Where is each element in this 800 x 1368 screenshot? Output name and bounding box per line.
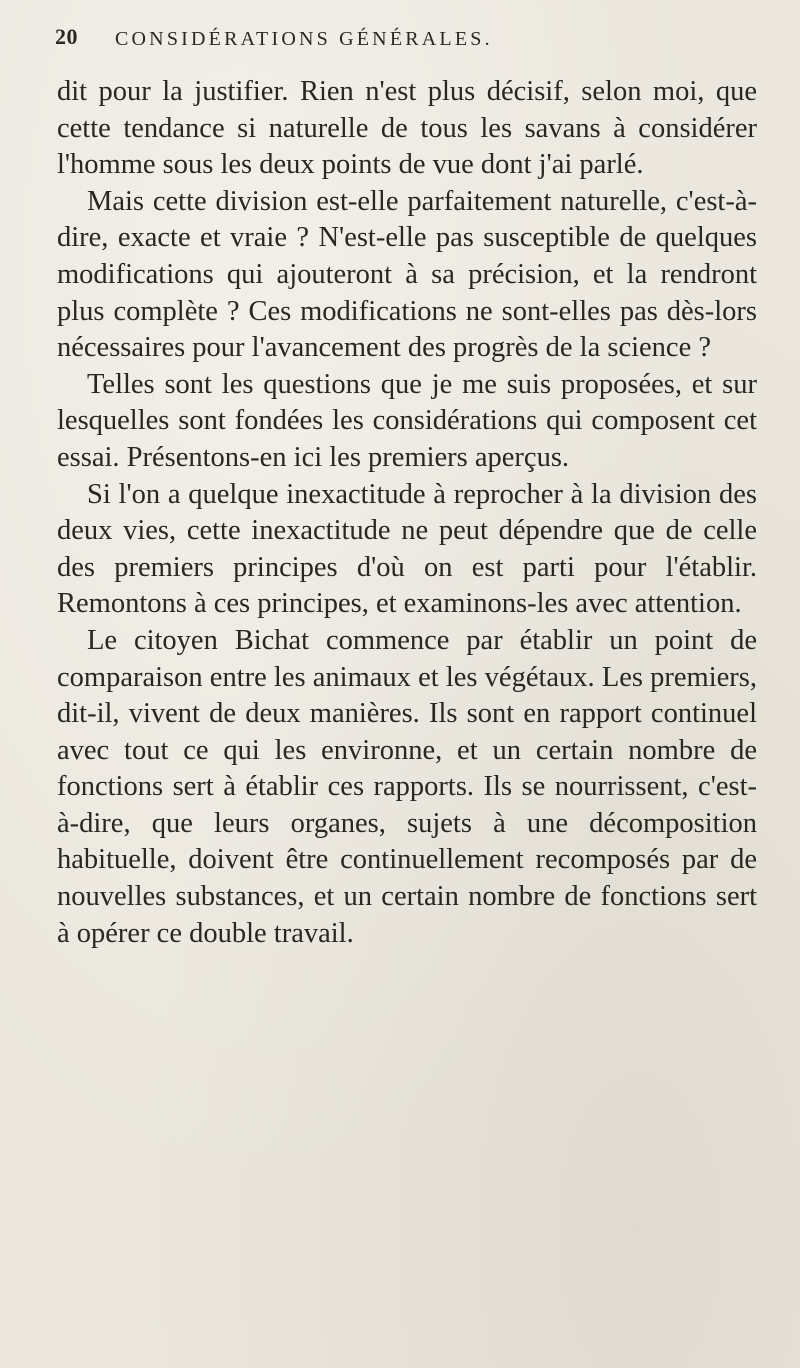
page-number: 20: [55, 24, 78, 49]
body-text: [57, 74, 757, 952]
page-header: [55, 22, 755, 56]
paragraph-inexactitude: Si l'on a quelque inexactitude à reprocher à la division des deux vies, cette inexactitude ne peut dépendre que de celle des premiers principes d'où on est parti pour l'établir. Remontons à ces principes, et examinons-les avec attention.: [57, 478, 757, 620]
paragraph-continued: dit pour la justifier. Rien n'est plus décisif, selon moi, que cette tendance si naturelle de tous les savans à considérer l'homme sous les deux points de vue dont j'ai parlé.: [57, 76, 757, 181]
paragraph-questions: Telles sont les questions que je me suis proposées, et sur lesquelles sont fondées les considérations qui composent cet essai. Présentons-en ici les premiers aperçus.: [57, 368, 757, 473]
paragraph-bichat: Le citoyen Bichat commence par établir un point de comparaison entre les animaux et les végétaux. Les premiers, dit-il, vivent de deux manières. Ils sont en rapport continuel avec tout ce qui les environne, et un certain nombre de fonctions sert à établir ces rapports. Ils se nourrissent, c'est-à-dire, que leurs organes, sujets à une décomposition habituelle, doivent être continuellement recomposés par de nouvelles substances, et un certain nombre de fonctions sert à opérer ce double travail.: [57, 624, 757, 949]
paragraph-division-question: Mais cette division est-elle parfaitement naturelle, c'est-à-dire, exacte et vraie ? N'est-elle pas susceptible de quelques modifications qui ajouteront à sa précision, et la rendront plus complète ? Ces modifications ne sont-elles pas dès-lors nécessaires pour l'avancement des progrès de la science ?: [57, 185, 757, 364]
running-title: CONSIDÉRATIONS GÉNÉRALES.: [115, 28, 493, 50]
